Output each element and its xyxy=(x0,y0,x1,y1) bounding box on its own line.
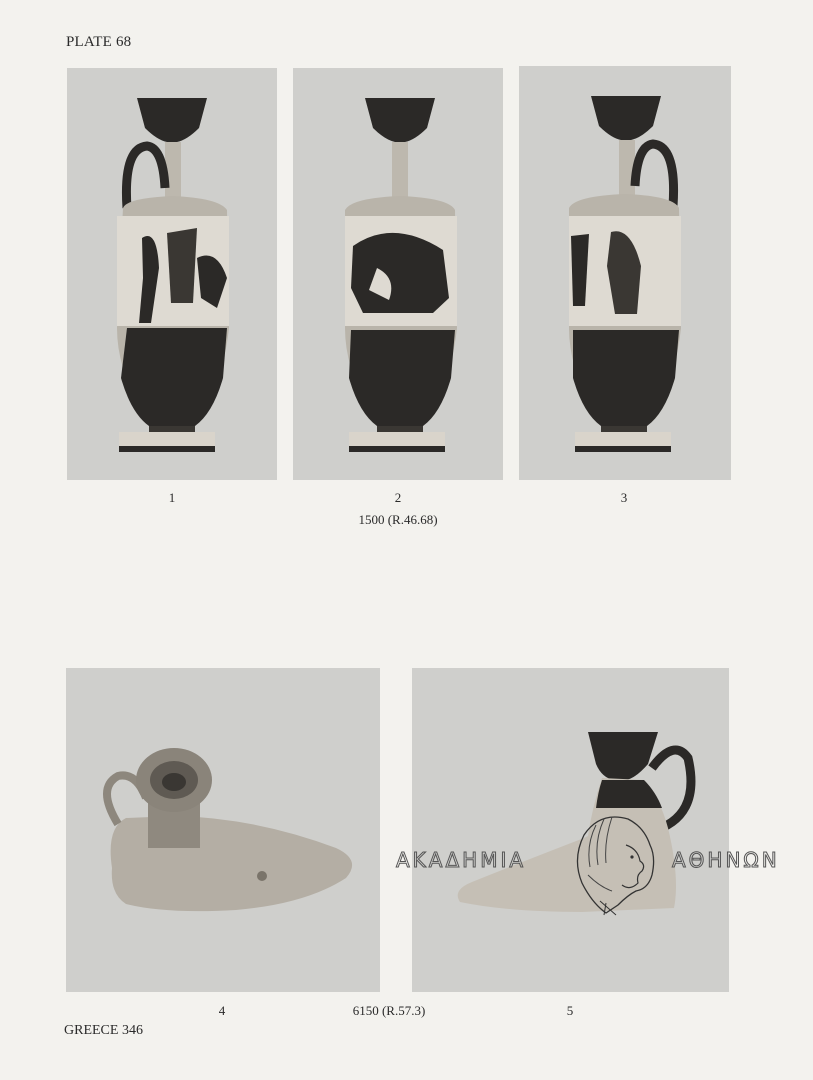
photo-figure-4 xyxy=(66,668,380,992)
shoe-vase-top-view-image xyxy=(66,668,380,992)
inventory-caption-lower: 6150 (R.57.3) xyxy=(352,1003,426,1018)
volume-footer: GREECE 346 xyxy=(64,1023,143,1038)
figure-number-4: 4 xyxy=(218,1003,226,1018)
athena-seal-icon xyxy=(566,805,662,917)
figure-number-1: 1 xyxy=(168,490,176,505)
photo-figure-3 xyxy=(519,66,731,480)
figure-number-2: 2 xyxy=(394,490,402,505)
figure-number-3: 3 xyxy=(620,490,628,505)
lekythos-view-1-image xyxy=(67,68,277,480)
photo-figure-1 xyxy=(67,68,277,480)
watermark-text-left: ΑΚΑΔΗΜΙΑ xyxy=(396,848,527,872)
photo-figure-2 xyxy=(293,68,503,480)
figure-number-5: 5 xyxy=(566,1003,574,1018)
lekythos-view-3-image xyxy=(519,66,731,480)
inventory-caption-upper: 1500 (R.46.68) xyxy=(358,512,438,527)
plate-number: PLATE 68 xyxy=(66,34,132,50)
lekythos-view-2-image xyxy=(293,68,503,480)
watermark-text-right: ΑΘΗΝΩΝ xyxy=(672,848,780,872)
